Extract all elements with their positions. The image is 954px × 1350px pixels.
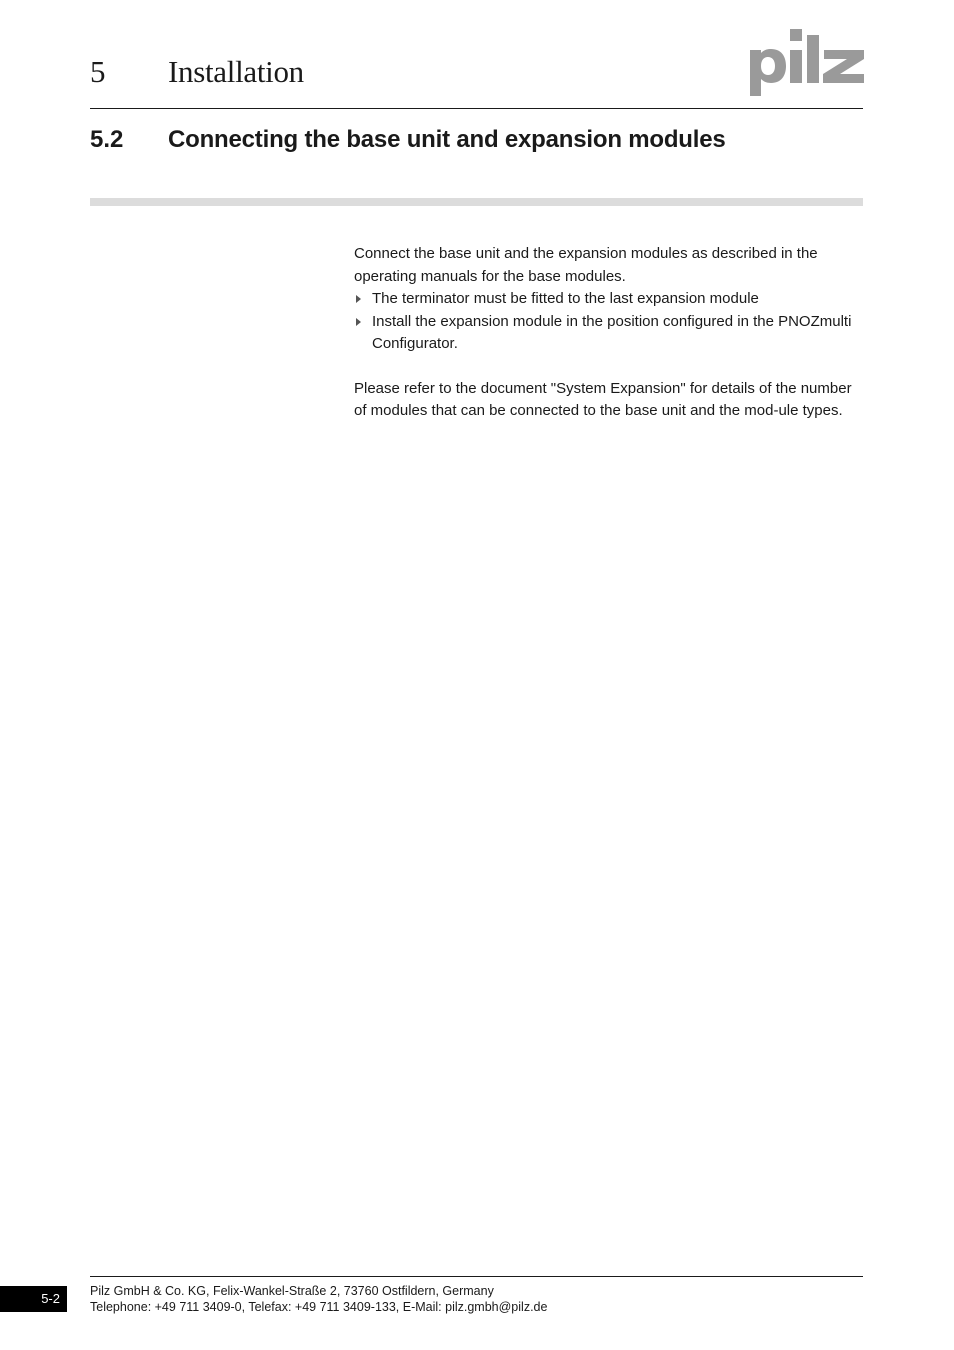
footer-address: Pilz GmbH & Co. KG, Felix-Wankel-Straße 2, 73760 Ostfildern, Germany: [90, 1284, 494, 1298]
reference-paragraph: Please refer to the document "System Expansion" for details of the number of modules that can be connected to the base unit and the mod-ule types.: [354, 379, 852, 419]
page-number: 5-2: [0, 1286, 67, 1312]
list-item-text: Install the expansion module in the position configured in the PNOZmulti Configurator.: [372, 312, 852, 352]
footer-divider: [90, 1276, 863, 1277]
chapter-number: 5: [90, 54, 106, 89]
chapter-title: Installation: [168, 54, 304, 89]
triangle-bullet-icon: [356, 295, 361, 303]
pilz-logo: [748, 28, 866, 96]
section-title: Connecting the base unit and expansion modules: [168, 126, 726, 153]
section-number: 5.2: [90, 126, 124, 153]
instruction-list: [354, 288, 864, 356]
intro-paragraph: Connect the base unit and the expansion modules as described in the operating manuals for the base modules.: [354, 245, 818, 285]
footer-contact: Telephone: +49 711 3409-0, Telefax: +49 711 3409-133, E-Mail: pilz.gmbh@pilz.de: [90, 1300, 548, 1314]
list-item-text: The terminator must be fitted to the last expansion module: [372, 290, 759, 307]
section-divider-bar: [90, 198, 863, 206]
body-content: [354, 243, 864, 423]
list-item: [354, 311, 864, 356]
header-divider: [90, 108, 863, 109]
list-item: [354, 288, 864, 311]
triangle-bullet-icon: [356, 318, 361, 326]
